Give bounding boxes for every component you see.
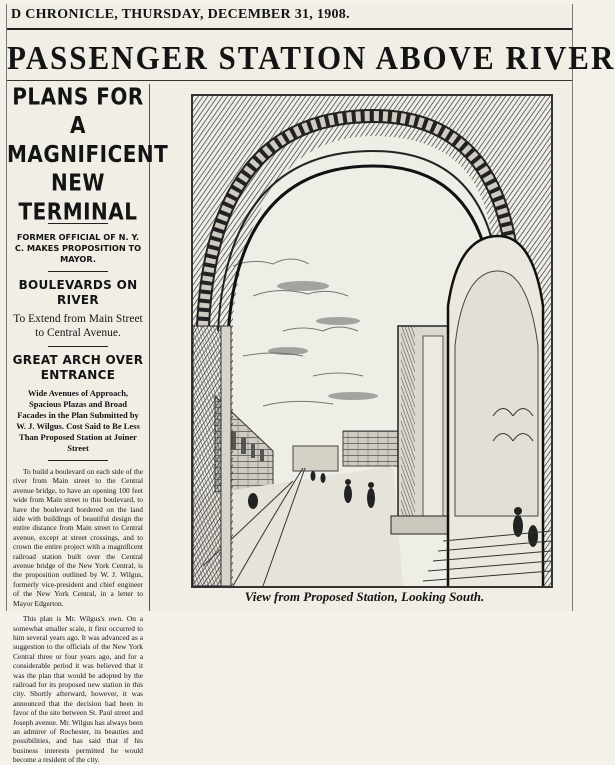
divider [48,271,108,272]
illustration-caption: View from Proposed Station, Looking South. [244,589,485,604]
subhead-boulevards-text: To Extend from Main Street to Central Avenue. [13,313,143,339]
masthead: D CHRONICLE, THURSDAY, DECEMBER 31, 1908. [11,7,350,22]
main-headline: PASSENGER STATION ABOVE RIVER [7,38,615,77]
article-body-2: This plan is Mr. Wilgus's own. On a somewhat smaller scale, it first occurred to him several years ago. It was advanced as a suggestion to the officials of the New York Central three or four years ago, and for a considerable period it was believed that it was the plan that would be adopted by the railroad for its proposed new station in this city. Shortly afterward, however, it was announced that the decision had been in favor of the site between St. Paul street and Joseph avenue. Mr. Wilgus has always been an admirer of Rochester, its beauties and possibilities, and has said that if his business interests permitted he would become a resident of the city. [13,614,143,765]
subhead-boulevards: BOULEVARDS ON RIVER [18,278,138,307]
headline-rule [7,80,572,81]
station-illustration [191,94,553,588]
masthead-rule [7,28,572,30]
article-column [7,82,169,765]
article-title-line: NEW TERMINAL [18,168,138,226]
divider [48,346,108,347]
article-title-line: PLANS FOR A [12,82,144,139]
subhead-arch: GREAT ARCH OVER ENTRANCE [12,353,144,382]
article-dek: FORMER OFFICIAL OF N. Y. C. MAKES PROPOSITION TO MAYOR. [14,232,142,264]
subhead-arch-text: Wide Avenues of Approach, Spacious Plazas and Broad Facades in the Plan Submitted by W. J. Wilgus. Cost Said to Be Less Than Proposed Station at Joiner Street [16,388,140,453]
article-body: To build a boulevard on each side of the river from Main street to the Central avenue bridge, to have an opening 100 feet wide from Main street to this boulevard, to have the boulevard bordered on the land side with buildings of beautiful design the entire distance from Main street to Central avenue, except at street crossings, and to crown the entire project with a magnificent railroad station built over the Central avenue bridge of the New York Central, is the proposition outlined by W. J. Wilgus, formerly vice-president and chief engineer of the New York Central, in a letter to Mayor Edgerton. [13,467,143,608]
newspaper-page [6,4,615,765]
article-title [7,82,169,227]
divider [48,460,108,461]
article-title-line: MAGNIFICENT [7,140,169,168]
